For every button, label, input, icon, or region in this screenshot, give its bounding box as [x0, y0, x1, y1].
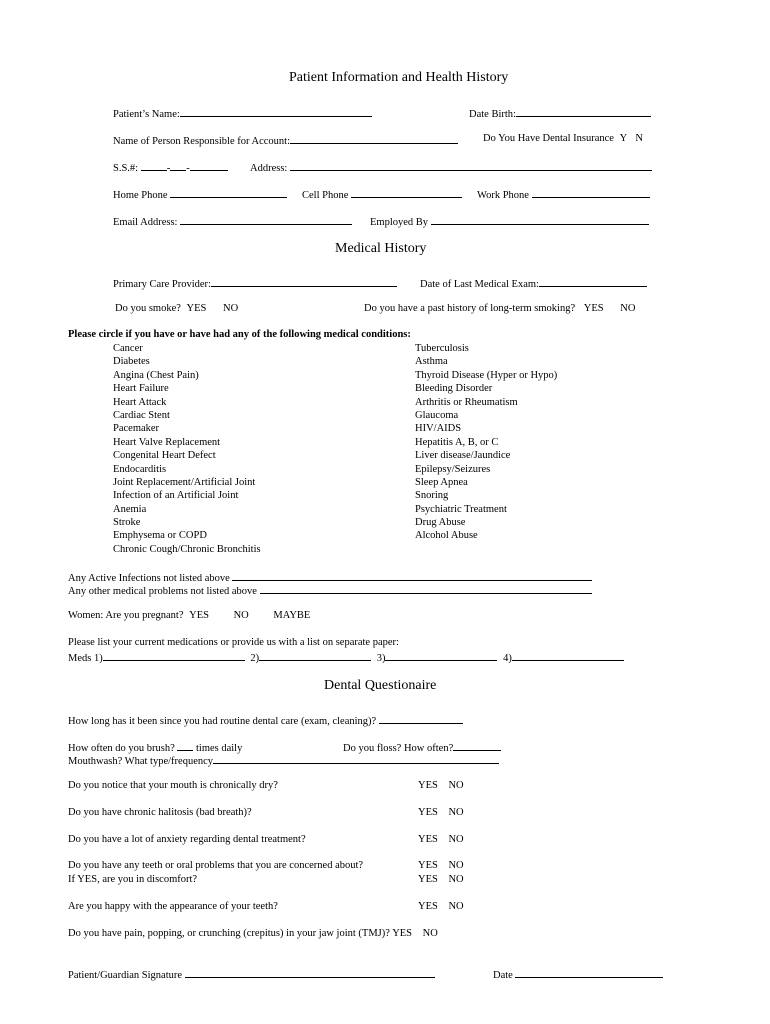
condition-item[interactable]: Cancer [113, 343, 143, 354]
dental-heading: Dental Questionaire [324, 678, 437, 693]
other-problems-label: Any other medical problems not listed above [68, 586, 257, 597]
pcp-label: Primary Care Provider: [113, 279, 211, 290]
longterm-no-option[interactable]: NO [620, 303, 636, 314]
insurance-no-option[interactable]: N [635, 133, 643, 144]
date-row [493, 967, 663, 981]
meds-2-label: 2) [250, 653, 260, 664]
condition-item[interactable]: Arthritis or Rheumatism [415, 396, 518, 408]
employed-label: Employed By [370, 217, 429, 228]
question-appearance: Are you happy with the appearance of your teeth? [68, 901, 278, 912]
ssn-field-3[interactable] [190, 160, 228, 171]
employed-field[interactable] [431, 214, 649, 225]
brush-label: How often do you brush? [68, 743, 175, 754]
halitosis-options [418, 807, 464, 818]
condition-item[interactable]: Stroke [113, 517, 141, 529]
no-option[interactable]: NO [448, 807, 464, 818]
condition-item[interactable]: Bleeding Disorder [415, 383, 493, 395]
pregnant-yes-option[interactable]: YES [189, 610, 209, 621]
brush-row [68, 740, 242, 754]
conditions-right-list [415, 342, 557, 543]
question-dry-mouth: Do you notice that your mouth is chronically dry? [68, 780, 278, 791]
tmj-label: Do you have pain, popping, or crunching (crepitus) in your jaw joint (TMJ)? [68, 928, 390, 939]
meds-row [68, 650, 624, 664]
condition-item[interactable]: Heart Valve Replacement [113, 436, 221, 448]
dry-mouth-options [418, 780, 464, 791]
condition-item[interactable]: Angina (Chest Pain) [113, 369, 199, 381]
no-option[interactable]: NO [448, 860, 464, 871]
conditions-heading: Please circle if you have or have had any of the following medical conditions: [68, 329, 411, 340]
insurance-row [483, 133, 643, 144]
meds-4-label: 4) [503, 653, 512, 664]
no-option[interactable]: NO [422, 928, 438, 939]
condition-item[interactable]: Thyroid Disease (Hyper or Hypo) [415, 369, 558, 381]
yes-option[interactable]: YES [418, 834, 438, 845]
dob-label: Date Birth: [469, 109, 516, 120]
condition-item[interactable]: Heart Failure [113, 383, 169, 395]
condition-item[interactable]: HIV/AIDS [415, 423, 462, 435]
question-halitosis: Do you have chronic halitosis (bad breath)? [68, 807, 252, 818]
question-discomfort: If YES, are you in discomfort? [68, 874, 198, 885]
ssn-label: S.S.#: [113, 163, 139, 174]
signature-label: Patient/Guardian Signature [68, 970, 183, 981]
responsible-label: Name of Person Responsible for Account: [113, 136, 291, 147]
smoke-row [115, 303, 238, 314]
condition-item[interactable]: Endocarditis [113, 463, 167, 475]
yes-option[interactable]: YES [418, 860, 438, 871]
condition-item[interactable]: Alcohol Abuse [415, 530, 478, 542]
condition-item[interactable]: Diabetes [113, 356, 150, 368]
no-option[interactable]: NO [448, 874, 464, 885]
patient-name-label: Patient’s Name: [113, 109, 180, 120]
condition-item[interactable]: Glaucoma [415, 409, 459, 421]
mouthwash-field[interactable] [213, 753, 499, 764]
condition-item[interactable]: Infection of an Artificial Joint [113, 490, 239, 502]
question-anxiety: Do you have a lot of anxiety regarding dental treatment? [68, 834, 306, 845]
responsible-field[interactable] [290, 133, 458, 144]
home-phone-field[interactable] [170, 187, 287, 198]
work-phone-field[interactable] [532, 187, 650, 198]
address-label: Address: [250, 163, 288, 174]
smoke-yes-option[interactable]: YES [186, 303, 207, 314]
floss-row [343, 740, 501, 754]
conditions-left-list [113, 342, 261, 556]
condition-item[interactable]: Hepatitis A, B, or C [415, 436, 499, 448]
signature-row [68, 967, 435, 981]
condition-item[interactable]: Cardiac Stent [113, 409, 170, 421]
yes-option[interactable]: YES [418, 874, 438, 885]
other-problems-row [68, 583, 592, 597]
responsible-row [113, 133, 458, 147]
condition-item[interactable]: Drug Abuse [415, 517, 466, 529]
condition-item[interactable]: Chronic Cough/Chronic Bronchitis [113, 543, 261, 555]
no-option[interactable]: NO [448, 780, 464, 791]
longterm-yes-option[interactable]: YES [583, 303, 604, 314]
email-row [113, 214, 352, 228]
yes-option[interactable]: YES [418, 780, 438, 791]
pregnant-row [68, 610, 310, 621]
condition-item[interactable]: Psychiatric Treatment [415, 503, 507, 515]
dob-field[interactable] [516, 106, 651, 117]
mouthwash-row [68, 753, 499, 767]
date-label: Date [493, 970, 513, 981]
question-tmj [68, 928, 438, 939]
yes-option[interactable]: YES [418, 807, 438, 818]
last-care-field[interactable] [379, 713, 463, 724]
home-phone-label: Home Phone [113, 190, 168, 201]
longterm-smoke-row [364, 303, 635, 314]
dob-row [469, 106, 651, 120]
yes-option[interactable]: YES [418, 901, 438, 912]
medical-history-heading: Medical History [335, 241, 427, 256]
ssn-separator: - [186, 163, 190, 174]
condition-item[interactable]: Epilepsy/Seizures [415, 463, 491, 475]
meds-field-2[interactable] [259, 650, 371, 661]
pcp-field[interactable] [211, 276, 397, 287]
patient-name-field[interactable] [180, 106, 372, 117]
no-option[interactable]: NO [448, 834, 464, 845]
anxiety-options [418, 834, 464, 845]
pregnant-no-option[interactable]: NO [233, 610, 249, 621]
insurance-label: Do You Have Dental Insurance [483, 133, 614, 144]
last-exam-row [420, 276, 647, 290]
condition-item[interactable]: Liver disease/Jaundice [415, 450, 511, 462]
email-field[interactable] [180, 214, 352, 225]
condition-item[interactable]: Joint Replacement/Artificial Joint [113, 476, 256, 488]
condition-item[interactable]: Asthma [415, 356, 448, 368]
home-phone-row [113, 187, 287, 201]
brush-field[interactable] [177, 740, 193, 751]
last-care-row [68, 713, 463, 727]
insurance-yes-option[interactable]: Y [619, 133, 627, 144]
meds-field-3[interactable] [385, 650, 497, 661]
no-option[interactable]: NO [448, 901, 464, 912]
last-care-label: How long has it been since you had routine dental care (exam, cleaning)? [68, 716, 377, 727]
discomfort-options [418, 874, 464, 885]
appearance-options [418, 901, 464, 912]
condition-item[interactable]: Sleep Apnea [415, 476, 468, 488]
meds-instruction: Please list your current medications or provide us with a list on separate paper: [68, 637, 399, 648]
address-row [250, 160, 652, 174]
longterm-smoke-label: Do you have a past history of long-term smoking? [364, 303, 576, 314]
ssn-field-1[interactable] [141, 160, 167, 171]
work-phone-label: Work Phone [477, 190, 529, 201]
email-label: Email Address: [113, 217, 178, 228]
other-problems-field[interactable] [260, 583, 592, 594]
address-field[interactable] [290, 160, 652, 171]
meds-label: Meds 1) [68, 653, 103, 664]
date-field[interactable] [515, 967, 663, 978]
condition-item[interactable]: Congenital Heart Defect [113, 450, 216, 462]
infections-row [68, 570, 592, 584]
pcp-row [113, 276, 397, 290]
cell-phone-row [302, 187, 462, 201]
ssn-field-2[interactable] [170, 160, 186, 171]
ssn-row [113, 160, 228, 174]
page-title: Patient Information and Health History [289, 70, 509, 85]
condition-item[interactable]: Anemia [113, 503, 147, 515]
meds-field-4[interactable] [512, 650, 624, 661]
condition-item[interactable]: Emphysema or COPD [113, 530, 207, 542]
condition-item[interactable]: Heart Attack [113, 396, 167, 408]
infections-label: Any Active Infections not listed above [68, 573, 230, 584]
condition-item[interactable]: Pacemaker [113, 423, 160, 435]
condition-item[interactable]: Tuberculosis [415, 343, 469, 354]
ssn-separator: - [166, 163, 171, 174]
cell-phone-label: Cell Phone [302, 190, 349, 201]
yes-option[interactable]: YES [392, 928, 413, 939]
floss-field[interactable] [453, 740, 501, 751]
mouthwash-label: Mouthwash? What type/frequency [68, 756, 214, 767]
brush-suffix: times daily [195, 743, 243, 754]
last-exam-label: Date of Last Medical Exam: [420, 279, 539, 290]
meds-field-1[interactable] [103, 650, 245, 661]
cell-phone-field[interactable] [351, 187, 462, 198]
patient-name-row [113, 106, 372, 120]
employed-row [370, 214, 649, 228]
smoke-label: Do you smoke? [115, 303, 181, 314]
signature-field[interactable] [185, 967, 435, 978]
pregnant-maybe-option[interactable]: MAYBE [273, 610, 311, 621]
last-exam-field[interactable] [539, 276, 647, 287]
condition-item[interactable]: Snoring [415, 490, 449, 502]
work-phone-row [477, 187, 650, 201]
pregnant-label: Women: Are you pregnant? [68, 610, 184, 621]
meds-3-label: 3) [376, 653, 386, 664]
smoke-no-option[interactable]: NO [223, 303, 239, 314]
concerned-options [418, 860, 464, 871]
question-concerned: Do you have any teeth or oral problems that you are concerned about? [68, 860, 364, 871]
infections-field[interactable] [232, 570, 592, 581]
floss-label: Do you floss? How often? [343, 743, 454, 754]
